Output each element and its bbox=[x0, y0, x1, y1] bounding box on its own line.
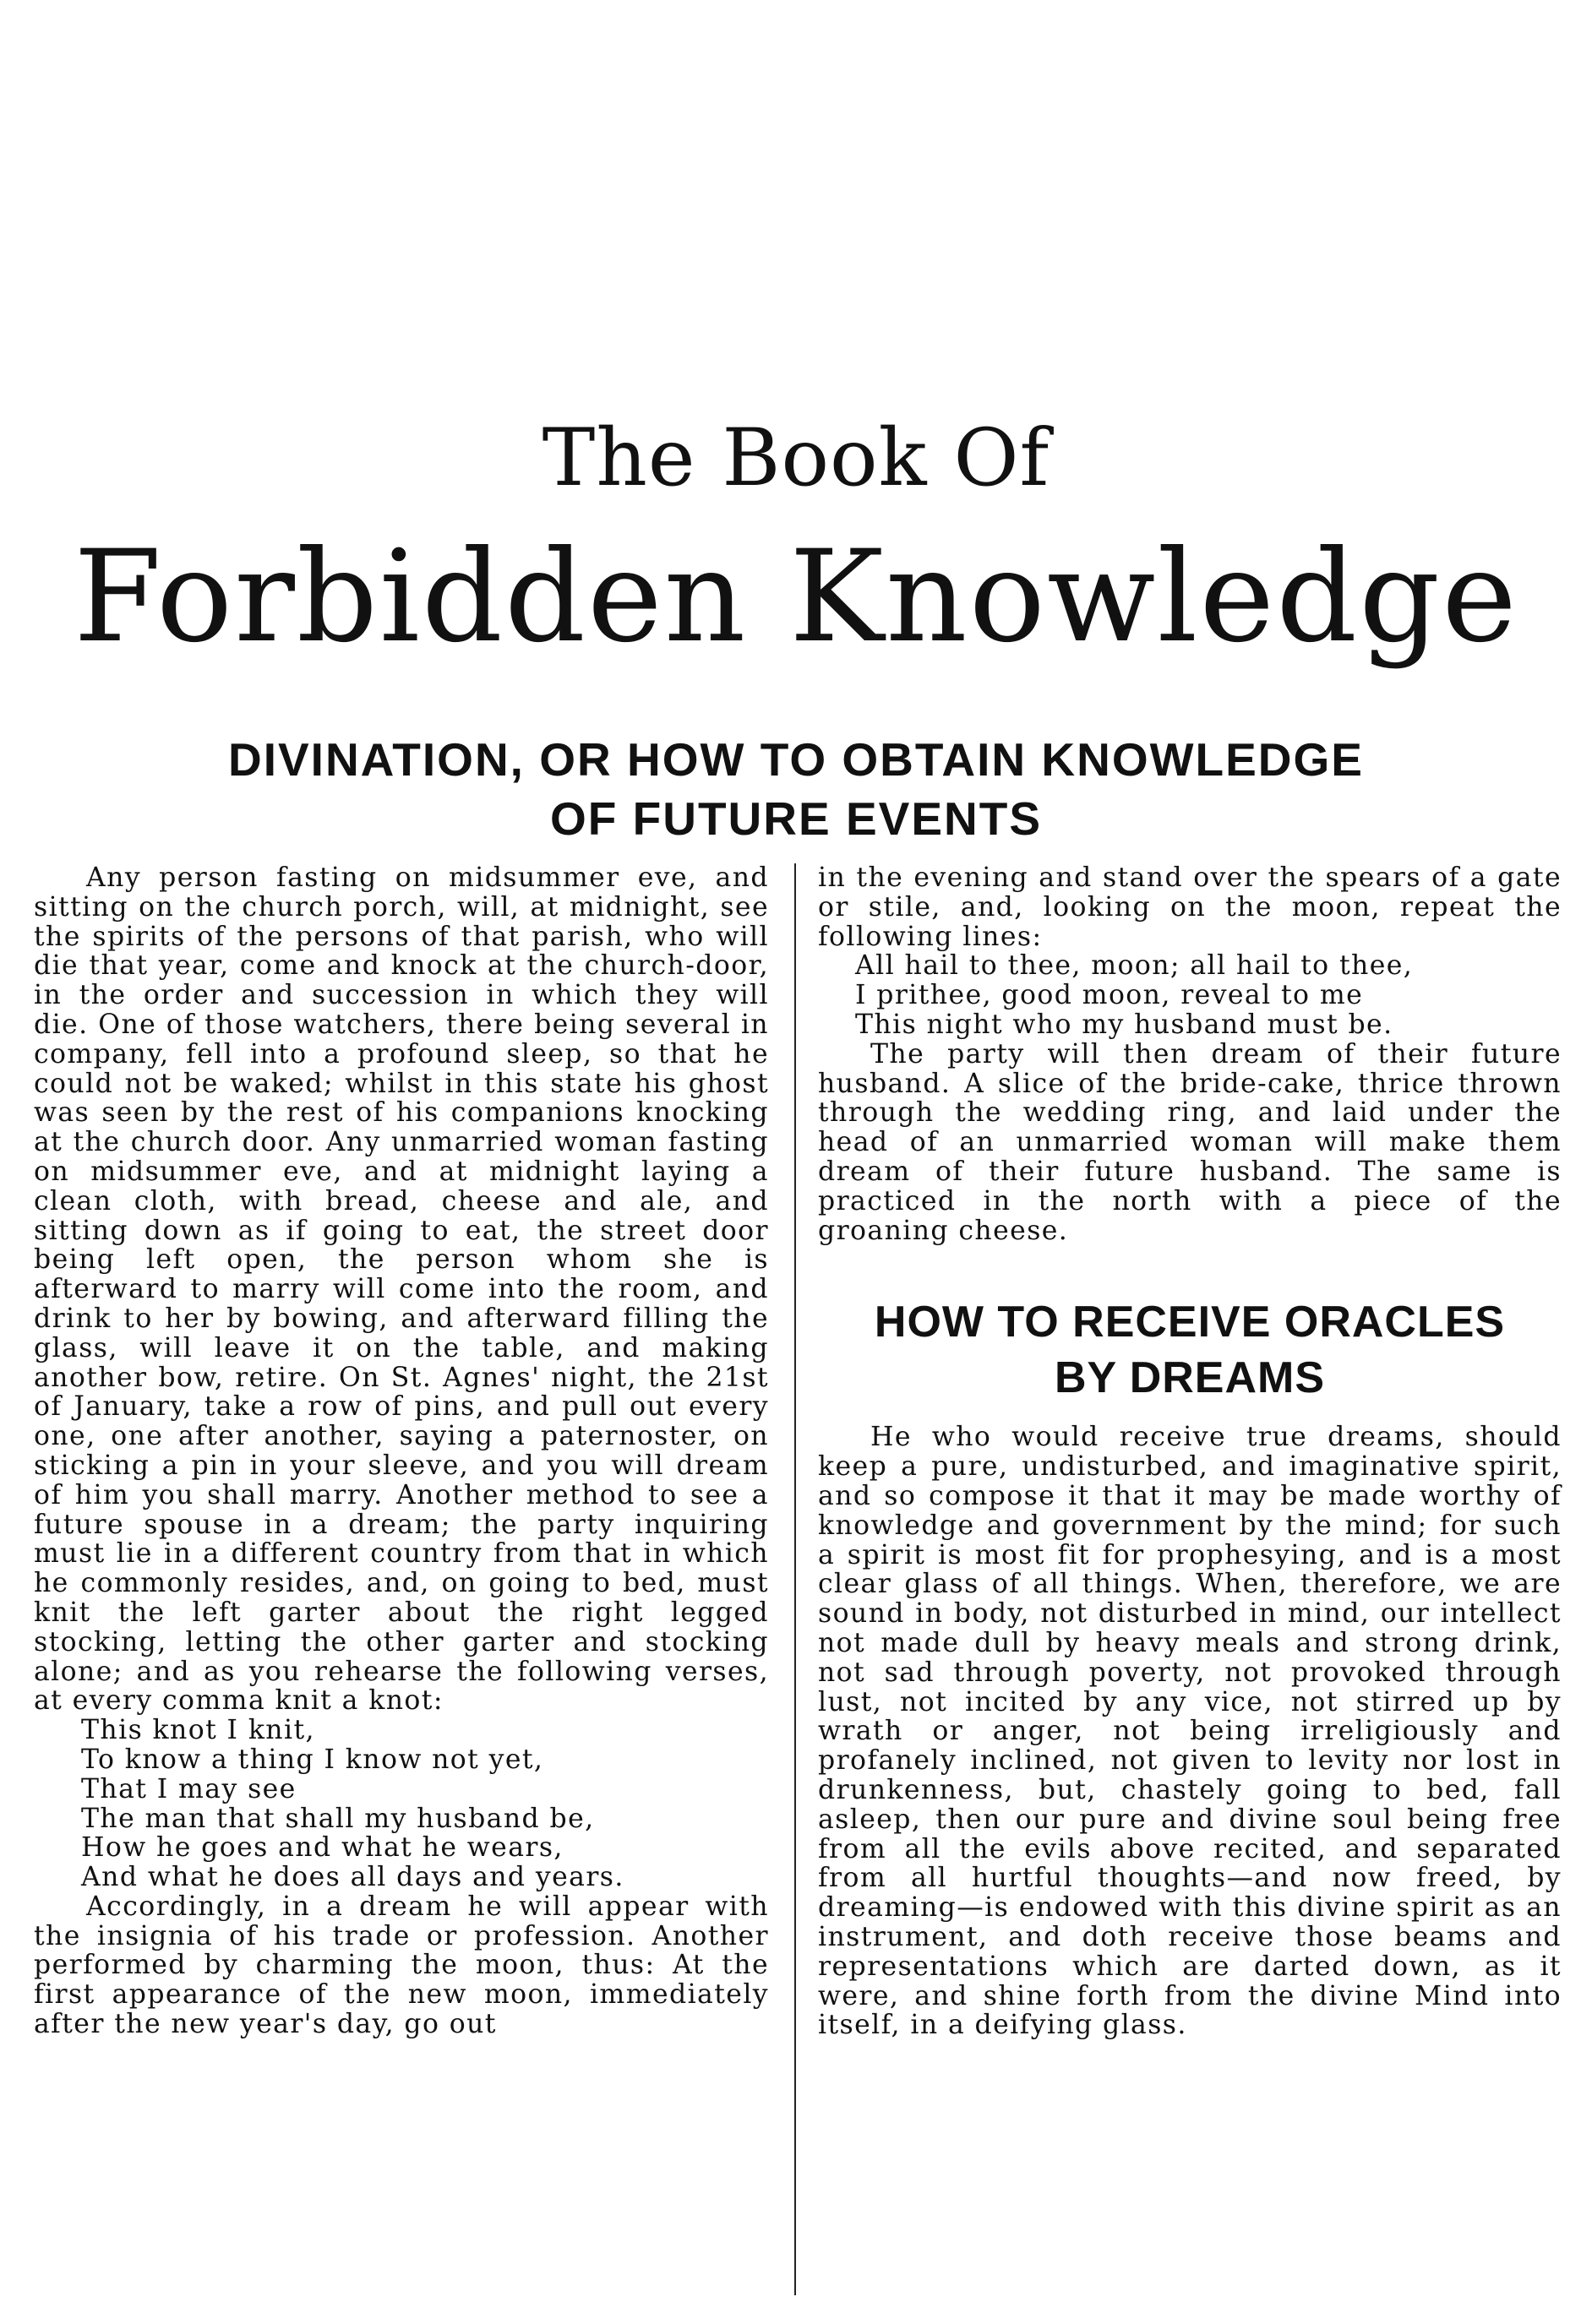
title-line-1: The Book Of bbox=[542, 412, 1050, 504]
left-verse bbox=[34, 1716, 769, 1892]
page-title: Forbidden Knowledge bbox=[74, 524, 1518, 671]
left-column bbox=[34, 863, 769, 2300]
subtitle-line-2: OF FUTURE EVENTS bbox=[549, 792, 1043, 845]
verse-line: How he goes and what he wears, bbox=[81, 1832, 564, 1864]
right-column bbox=[818, 863, 1562, 2040]
verse-line: That I may see bbox=[81, 1773, 297, 1804]
verse-line: And what he does all days and years. bbox=[81, 1862, 624, 1893]
right-paragraph-3: He who would receive true dreams, should keep a pure, undisturbed, and imaginative spirit, and so compose it that it may be made worthy of knowledge and government by the mind; for such a spirit is most fit for prophesying, and is a most clear glass of all things. When, therefore, we are sound in body, not disturbed in mind, our intellect not made dull by heavy meals and strong drink, not sad through poverty, not provoked through lust, not incited by any vice, not stirred up by wrath or anger, not being irreligiously and profanely inclined, not given to levity nor lost in drunkenness, but, chastely going to bed, fall asleep, then our pure and divine soul being free from all the evils above recited, and separated from all hurtful thoughts—and now freed, by dreaming—is endowed with this divine spirit as an instrument, and doth receive those beams and representations which are darted down, as it were, and shine forth from the divine Mind into itself, in a deifying glass. bbox=[818, 1422, 1562, 2041]
section-heading-line-1: HOW TO RECEIVE ORACLES bbox=[874, 1298, 1506, 1347]
verse-line: This knot I knit, bbox=[81, 1715, 315, 1746]
left-paragraph-2: Accordingly, in a dream he will appear with the insignia of his trade or profession. Another performed by charming the moon, thus: At the first appearance of the new moon, immediately after the new year's day, go out bbox=[34, 1891, 769, 2040]
verse-line: I prithee, good moon, reveal to me bbox=[855, 980, 1364, 1011]
verse-line: To know a thing I know not yet, bbox=[81, 1744, 544, 1775]
column-divider bbox=[794, 863, 796, 2295]
section-heading bbox=[818, 1294, 1562, 1406]
verse-line: This night who my husband must be. bbox=[855, 1009, 1393, 1040]
subtitle-line-1: DIVINATION, OR HOW TO OBTAIN KNOWLEDGE bbox=[227, 733, 1364, 786]
verse-line: The man that shall my husband be, bbox=[81, 1803, 595, 1834]
right-paragraph-2: The party will then dream of their future husband. A slice of the bride-cake, thrice thrown through the wedding ring, and laid under the head of an unmarried woman will make them dream of their future husband. The same is practiced in the north with a piece of the groaning cheese. bbox=[818, 1038, 1562, 1246]
right-verse bbox=[818, 951, 1562, 1039]
subtitle bbox=[0, 730, 1592, 848]
left-paragraph-1: Any person fasting on midsummer eve, and sitting on the church porch, will, at midnight, see the spirits of the persons of that parish, who will die that year, come and knock at the church-door, in the order and succession in which they will die. One of those watchers, there being several in company, fell into a profound sleep, so that he could not be waked; whilst in this state his ghost was seen by the rest of his companions knocking at the church door. Any unmarried woman fasting on midsummer eve, and at midnight laying a clean cloth, with bread, cheese and ale, and sitting down as if going to eat, the street door being left open, the person whom she is afterward to marry will come into the room, and drink to her by bowing, and afterward filling the glass, will leave it on the table, and making another bow, retire. On St. Agnes' night, the 21st of January, take a row of pins, and pull out every one, one after another, saying a paternoster, on sticking a pin in your sleeve, and you will dream of him you shall marry. Another method to see a future spouse in a dream; the party inquiring must lie in a different country from that in which he commonly resides, and, on going to bed, must knit the left garter about the right legged stocking, letting the other garter and stocking alone; and as you rehearse the following verses, at every comma knit a knot: bbox=[34, 863, 769, 1717]
right-paragraph-1: in the evening and stand over the spears of a gate or stile, and, looking on the moon, repeat the following lines: bbox=[818, 863, 1562, 952]
section-heading-line-2: BY DREAMS bbox=[1054, 1353, 1326, 1403]
verse-line: All hail to thee, moon; all hail to thee, bbox=[855, 950, 1414, 982]
